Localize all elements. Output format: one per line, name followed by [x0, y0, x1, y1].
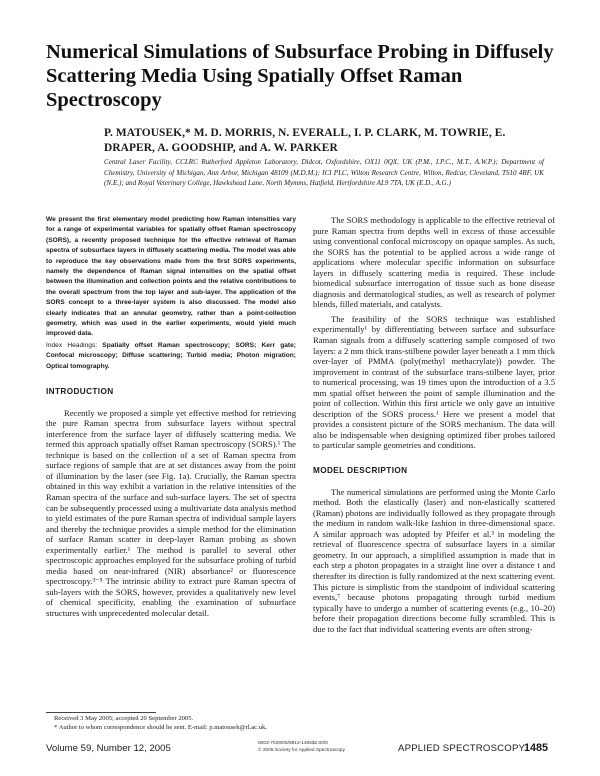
- footnote-correspondence: * Author to whom correspondence should be sent. E-mail: p.matousek@rl.ac.uk.: [54, 723, 267, 731]
- affiliations: Central Laser Facility, CCLRC Rutherford Appleton Laboratory, Didcot, Oxfordshire, OX11 0QX, UK (P.M., I.P.C., M.T., A.W.P.); Department of Chemistry, University of Michigan, Ann Arbor, Michigan 48109 (M.D.M.); ICI PLC, Wilton Research Centre, Wilton, Redcar, Cleveland, TS10 4RF, UK (N.E.); and Royal Veterinary College, Hawkshead Lane, North Mymms, Hatfield, Hertfordshire AL9 7TA, UK (E.D., A.G.): [104, 158, 544, 188]
- footer-issn: 0003-7028/05/5912-1485$2.00/0: [258, 741, 328, 746]
- footer-copyright-block: [258, 741, 345, 754]
- footer-journal-name: APPLIED SPECTROSCOPY: [398, 743, 526, 754]
- model-description-paragraph: The numerical simulations are performed using the Monte Carlo method. Both the elastically (laser) and non-elastically scattered (Raman) photons are individually followed as they propagate through the medium in random walk-like fashion in three-dimensional space. A similar approach was adopted by Pfeifer et al.³ in modeling the retrieval of fluorescence spectra of subsurface layers in a similar geometry. In our approach, a simplified assumption is made that in each step a photon propagates in a straight line over a distance t and thereafter its direction is fully randomized at the next scattering event. This picture is simplistic from the standpoint of individual scattering events,⁷ because photons propagating through turbid medium typically have to undergo a number of scattering events (e.g., 10–20) before their propagation directions become fully scrambled. This is due to the fact that individual scattering events are often strong-: [313, 486, 555, 634]
- index-headings-terms: Spatially offset Raman spectroscopy; SORS; Kerr gate; Confocal microscopy; Diffuse scattering; Turbid media; Photon migration; Optical tomography.: [46, 341, 296, 370]
- footnote-divider: [46, 712, 156, 713]
- paper-title: Numerical Simulations of Subsurface Probing in Diffusely Scattering Media Using Spatially Offset Raman Spectroscopy: [46, 41, 554, 111]
- author-list: P. MATOUSEK,* M. D. MORRIS, N. EVERALL, I. P. CLARK, M. TOWRIE, E. DRAPER, A. GOODSHIP, and A. W. PARKER: [104, 127, 506, 154]
- abstract: We present the first elementary model predicting how Raman intensities vary for a range of experimental variables for spatially offset Raman spectroscopy (SORS), a recently proposed technique for the effective retrieval of Raman spectra of subsurface layers in diffusely scattering media. The model was able to reproduce the key observations made from the first SORS experiments, namely the dependence of Raman signal intensities on the spatial offset between the illumination and collection points and the relative contributions to the overall spectrum from the top layer and sub-layer. The application of the SORS concept to a three-layer system is also discussed. The model also clearly indicates that an annular geometry, rather than a point-collection geometry, which was used in the earlier experiments, would yield much improved data.: [46, 216, 296, 338]
- sors-methodology-paragraph: The SORS methodology is applicable to the effective retrieval of pure Raman spectra from depths well in excess of those accessible using conventional confocal microscopy on opaque samples. As such, the SORS has the potential to be applied across a wide range of applications where molecular specific information on subsurface layers in diffusely scattering media is required. These include biomedical subsurface interrogation of tissue such as bone disease diagnosis and dermatological studies, as well as research of polymer blends, filled materials, and catalysts.: [313, 215, 555, 310]
- introduction-paragraph: Recently we proposed a simple yet effective method for retrieving the pure Raman spectra from subsurface layers without spectral interference from the surface layer of diffusely scattering media. We termed this approach spatially offset Raman spectroscopy (SORS).¹ The technique is based on the collection of a set of Raman spectra from surface regions of sample that are at set distances away from the point of illumination by the laser (see Fig. 1a). Crucially, the Raman spectra obtained in this way exhibit a variation in the relative intensities of the Raman spectra of the surface and sub-surface layers. The set of spectra can be subsequently processed using a multivariate data analysis method to yield estimates of the pure Raman spectra of individual sample layers and thereby the technique provides a simple method for the elimination of surface Raman scatter in deep-layer Raman probing as shown experimentally earlier.¹ The method is parallel to several other spectroscopic approaches employed for the subsurface probing of turbid media based on near-infrared (NIR) absorbance² or fluorescence spectroscopy.³⁻⁵ The intrinsic ability to extract pure Raman spectra of sub-layers with the SORS, however, provides a qualitatively new level of chemical specificity, enabling the examination of subsurface structures with unprecedented molecular detail.: [46, 407, 296, 619]
- footnotes: [54, 715, 298, 732]
- model-description-heading: MODEL DESCRIPTION: [313, 466, 408, 476]
- introduction-heading: INTRODUCTION: [46, 387, 114, 397]
- left-column: [46, 215, 296, 619]
- right-column: [313, 215, 555, 634]
- footnote-received: Received 3 May 2005; accepted 20 September 2005.: [54, 715, 194, 722]
- footer-volume: Volume 59, Number 12, 2005: [46, 743, 171, 754]
- sors-feasibility-paragraph: The feasibility of the SORS technique was established experimentally¹ by differentiating between surface and subsurface Raman signals from a diffusely scattering sample composed of two layers: a 2 mm thick trans-stilbene powder layer beneath a 1 mm thick over-layer of PMMA (poly(methyl methacrylate)) powder. The improvement in contrast of the subsurface trans-stilbene layer, prior to numerical processing, was 19 times upon the introduction of a 3.5 mm spatial offset between the point of sample illumination and the point of collection. Within this first article we only gave an intuitive description of the SORS process.¹ Here we present a model that provides a consistent picture of the SORS mechanism. The data will also be indispensable when designing optimized fiber probes tailored to particular sample geometries and conditions.: [313, 313, 555, 451]
- index-headings: [46, 341, 296, 372]
- footer-page-number: 1485: [524, 742, 549, 754]
- footer-copyright: © 2005 Society for Applied Spectroscopy: [258, 747, 345, 753]
- index-headings-label: Index Headings:: [46, 341, 98, 349]
